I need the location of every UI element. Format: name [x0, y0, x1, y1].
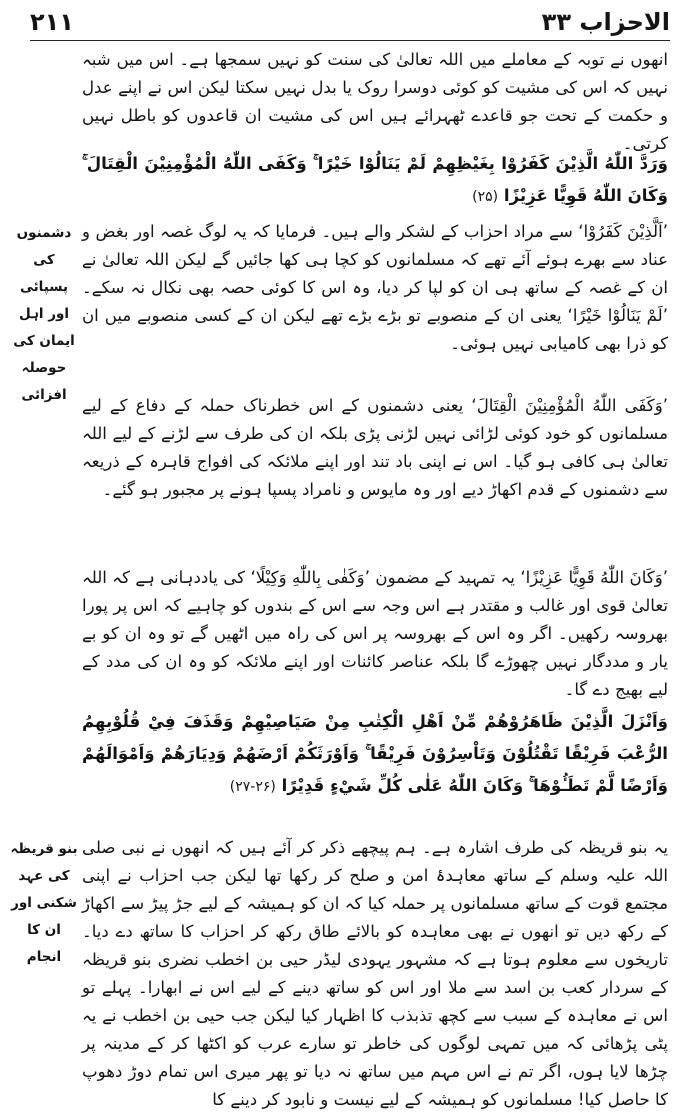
paragraph-2: ’اَلَّذِيْنَ كَفَرُوْا‘ سے مراد احزاب کے لشکر والے ہیں۔ فرمایا کہ یہ لوگ غصہ اور بغض و عناد سے بھرے ہوئے آئے تھے کہ مسلمانوں کو کچا ہی کھا جائیں گے لیکن اللہ تعالیٰ نے ان کے غصہ کے ساتھ ہی ان کو لپا کر دیا، وہ اس کا کوئی حصہ بھی نکال نہ سکے۔ ’لَمْ يَنَالُوْا خَيْرًا‘ یعنی ان کے منصوبے تو بڑے بڑے تھے لیکن ان کے کسی منصوبے میں ان کو ذرا بھی کامیابی نہیں ہوئی۔ — [82, 222, 668, 353]
verse-text: وَرَدَّ اللّٰهُ الَّذِيْنَ كَفَرُوْا بِغَيْظِهِمْ لَمْ يَنَالُوْا خَيْرًا ۚ وَكَفَى اللّٰهُ الْمُؤْمِنِيْنَ الْقِتَالَ ۚ وَكَانَ اللّٰهُ قَوِيًّا عَزِيْزًا — [82, 154, 668, 205]
paragraph-3: ’وَكَفَى اللّٰهُ الْمُؤْمِنِيْنَ الْقِتَالَ‘ یعنی دشمنوں کے اس خطرناک حملہ کے دفاع کے لیے مسلمانوں کو خود کوئی لڑائی نہیں لڑنی پڑی بلکہ ان کی طرف سے لڑنے کے لیے اللہ تعالیٰ ہی کافی ہو گیا۔ اس نے اپنی باد تند اور اپنے ملائکہ کی افواج قاہرہ کے ذریعہ سے دشمنوں کے قدم اکھاڑ دیے اور وہ مایوس و نامراد پسپا ہونے پر مجبور ہو گئے۔ — [82, 396, 668, 499]
paragraph-5: یہ بنو قریظہ کی طرف اشارہ ہے۔ ہم پیچھے ذکر کر آئے ہیں کہ انھوں نے نبی صلی اللہ علیہ وسلم کے ساتھ معاہدۂ امن و صلح کر رکھا تھا لیکن جب احزاب نے اپنی مجتمع قوت کے ساتھ مسلمانوں پر حملہ کیا کہ ان کو ہمیشہ کے لیے جڑ پیڑ سے اکھاڑ کے رکھ دیں تو انھوں نے بھی معاہدہ کو بالائے طاق رکھ کر احزاب کا ساتھ دے دیا۔ تاریخوں سے معلوم ہوتا ہے کہ مشہور یہودی لیڈر حیی بن اخطب نضری بنو قریظہ کے سردار کعب بن اسد سے ملا اور اس کو ساتھ دینے کے لیے اس نے ابھارا۔ پہلے تو اس نے معاہدہ کے سبب سے کچھ تذبذب کا اظہار کیا لیکن جب حیی بن اخطب نے یہ پٹی پڑھائی کہ میں تمہی لوگوں کی خاطر تو سارے عرب کو اکٹھا کر کے مدینہ پر چڑھا لایا ہوں، اگر تم نے اس مہم میں ساتھ نہ دیا تو پھر میری اس تمام دوڑ دھوپ کا حاصل کیا! مسلمانوں کو ہمیشہ کے لیے نیست و نابود کر دینے کا — [82, 838, 668, 1109]
paragraph-1: انھوں نے توبہ کے معاملے میں اللہ تعالیٰ کی سنت کو نہیں سمجھا ہے۔ اس میں شبہ نہیں کہ اس کی مشیت کو کوئی دوسرا روک یا بدل نہیں سکتا لیکن اس نے اپنے عدل و حکمت کے تحت جو قاعدے ٹھہرائے ہیں اس کی مشیت ان قاعدوں کو باطل نہیں کرتی۔ — [82, 50, 668, 153]
verse-reference: (۲۵) — [472, 189, 499, 205]
page-header — [30, 4, 670, 41]
page-number: ۲۱۱ — [30, 8, 74, 36]
verse-text: وَاَنْزَلَ الَّذِيْنَ ظَاهَرُوْهُمْ مِّنْ اَهْلِ الْكِتٰبِ مِنْ صَيَاصِيْهِمْ وَقَذَفَ فِيْ قُلُوْبِهِمُ الرُّعْبَ فَرِيْقًا تَقْتُلُوْنَ وَتَاْسِرُوْنَ فَرِيْقًا ۚ وَاَوْرَثَكُمْ اَرْضَهُمْ وَدِيَارَهُمْ وَاَمْوَالَهُمْ وَاَرْضًا لَّمْ تَطَـُٔوْهَا ۚ وَكَانَ اللّٰهُ عَلٰى كُلِّ شَيْءٍ قَدِيْرًا — [82, 712, 668, 795]
running-head: الاحزاب ۳۳ — [541, 8, 670, 36]
verse-reference: (۲۶-۲۷) — [229, 779, 276, 795]
paragraph-4: ’وَكَانَ اللّٰهُ قَوِيًّا عَزِيْزًا‘ یہ تمہید کے مضمون ’وَكَفٰى بِاللّٰهِ وَكِيْلًا‘ کی یاددہانی ہے کہ اللہ تعالیٰ قوی اور غالب و مقتدر ہے اس وجہ سے اس کے بندوں کو چاہیے کہ اس پر پورا بھروسہ رکھیں۔ اگر وہ اس کے بھروسہ پر اس کی راہ میں اٹھیں گے تو وہ ان کو بے یار و مددگار نہیں چھوڑے گا بلکہ عناصر کائنات اور اپنے ملائکہ کو وہ ان کی مدد کے لیے بھیج دے گا۔ — [82, 568, 668, 699]
margin-note-1: دشمنوں کی پسپائی اور اہل ایمان کی حوصلہ افزائی — [13, 225, 75, 403]
quran-verse-26-27 — [82, 706, 668, 803]
quran-verse-25 — [82, 148, 668, 213]
margin-note-2: بنو قریظہ کی عہد شکنی اور ان کا انجام — [10, 841, 78, 965]
